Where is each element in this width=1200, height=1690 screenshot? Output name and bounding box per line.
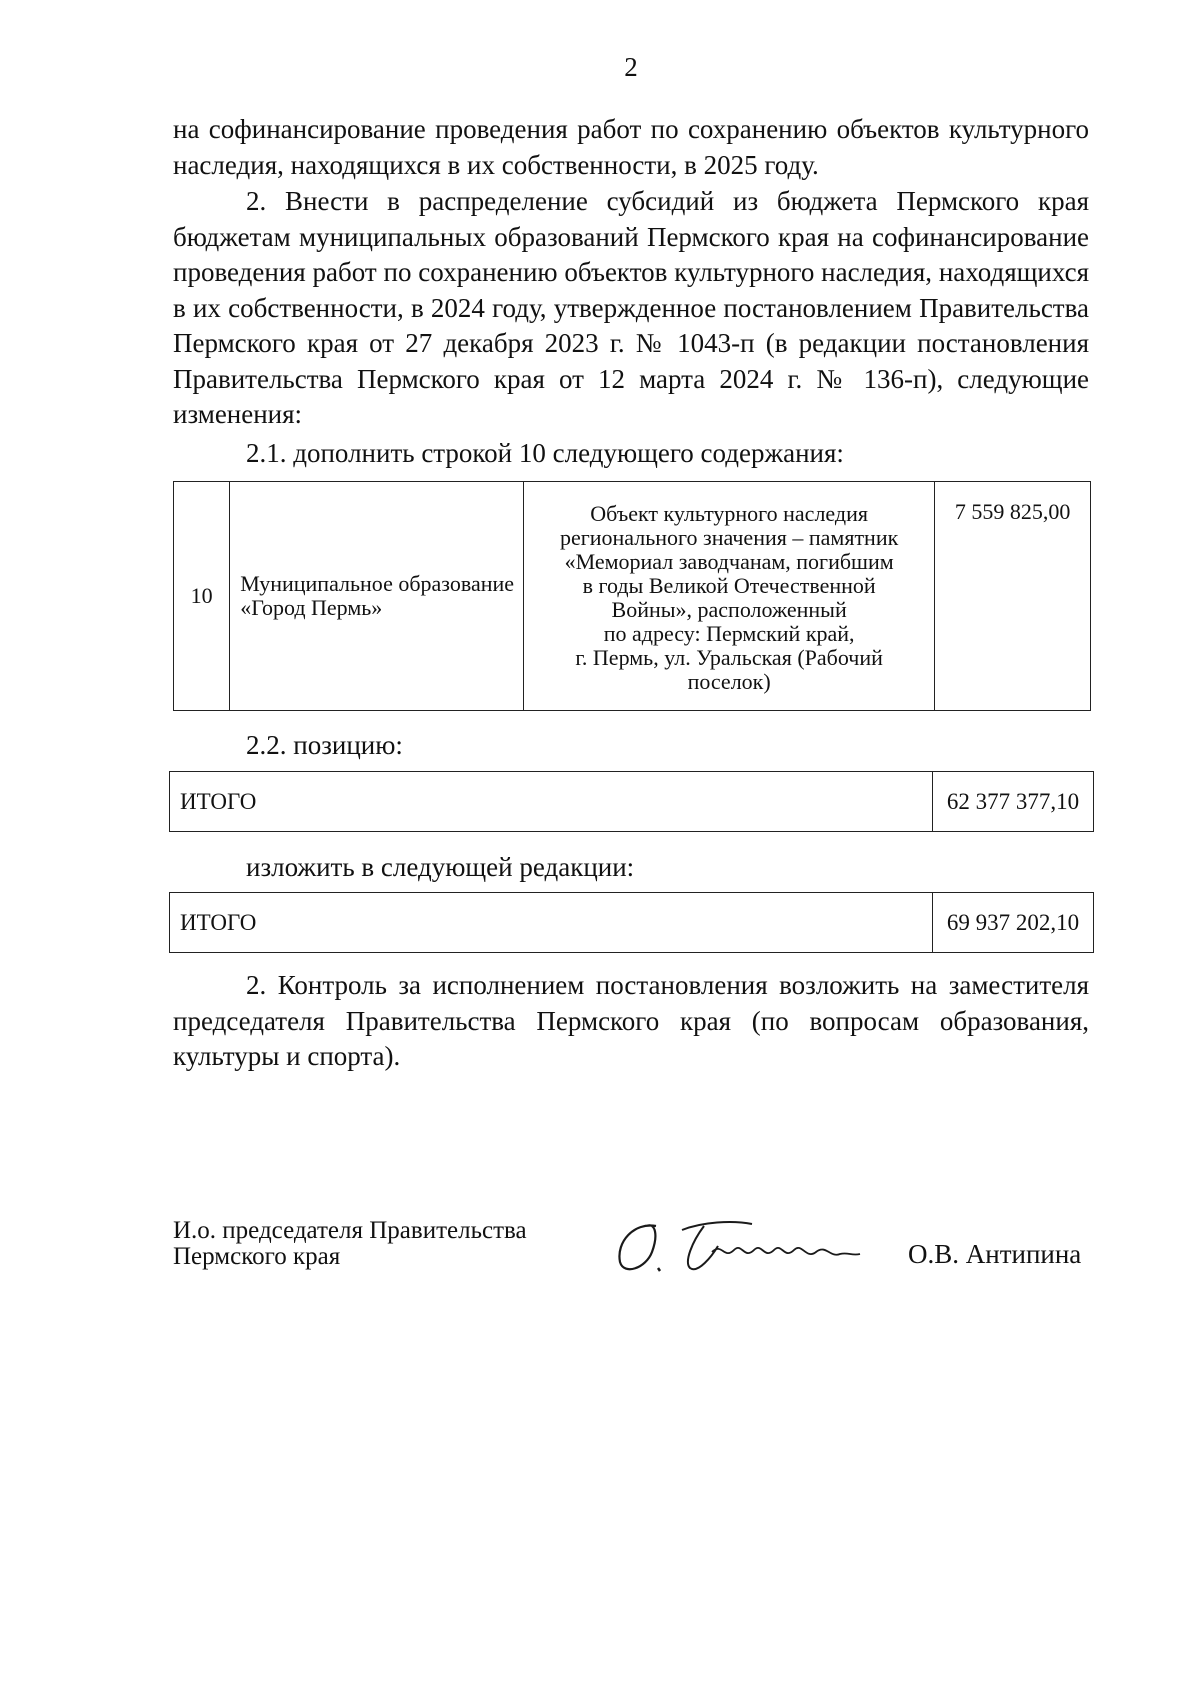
paragraph-edit: изложить в следующей редакции: [246,852,635,882]
paragraph-2-1: 2.1. дополнить строкой 10 следующего содержания: [246,438,844,468]
total-new-label: ИТОГО [170,893,933,953]
object-line: «Мемориал заводчанам, погибшим [564,549,894,574]
signatory-name: О.В. Антипина [908,1239,1082,1269]
row-number-cell: 10 [174,482,230,711]
municipality-cell: Муниципальное образование «Город Пермь» [230,482,524,711]
position-line-1: И.о. председателя Правительства [173,1217,527,1244]
amount-cell: 7 559 825,00 [935,482,1091,711]
object-line: в годы Великой Отечественной [582,573,876,598]
table-row [170,772,1094,832]
object-line: г. Пермь, ул. Уральская (Рабочий [575,645,883,670]
paragraph-2-2: 2.2. позицию: [246,730,403,760]
object-line: по адресу: Пермский край, [603,621,855,646]
handwritten-signature [612,1212,912,1282]
total-new-value: 69 937 202,10 [933,893,1094,953]
row-10-table [173,481,1091,711]
object-cell [524,482,935,711]
paragraph-2: 2. Внести в распределение субсидий из бюджета Пермского края бюджетам муниципальных образований Пермского края на софинансирование проведения работ по сохранению объектов культурного наследия, находящихся в их собственности, в 2024 году, утвержденное постановлением Правительства Пермского края от 27 декабря 2023 г. № 1043-п (в редакции постановления Правительства Пермского края от 12 марта 2024 г. № 136-п), следующие изменения: [173,186,1089,429]
total-old-label: ИТОГО [170,772,933,832]
table-row [170,893,1094,953]
paragraph-3: 2. Контроль за исполнением постановления возложить на заместителя председателя Правительства Пермского края (по вопросам образования, культуры и спорта). [173,970,1089,1071]
page-number: 2 [624,52,638,82]
total-new-table [169,892,1094,953]
object-line: регионального значения – памятник [559,525,899,550]
table-row [174,482,1091,711]
object-line: поселок) [687,669,771,694]
paragraph-intro: на софинансирование проведения работ по сохранению объектов культурного наследия, находящихся в их собственности, в 2025 году. [173,114,1089,180]
signatory-position [173,1218,527,1270]
object-line: Войны», расположенный [611,597,847,622]
total-old-value: 62 377 377,10 [933,772,1094,832]
object-line: Объект культурного наследия [590,501,868,526]
position-line-2: Пермского края [173,1243,341,1270]
total-old-table [169,771,1094,832]
